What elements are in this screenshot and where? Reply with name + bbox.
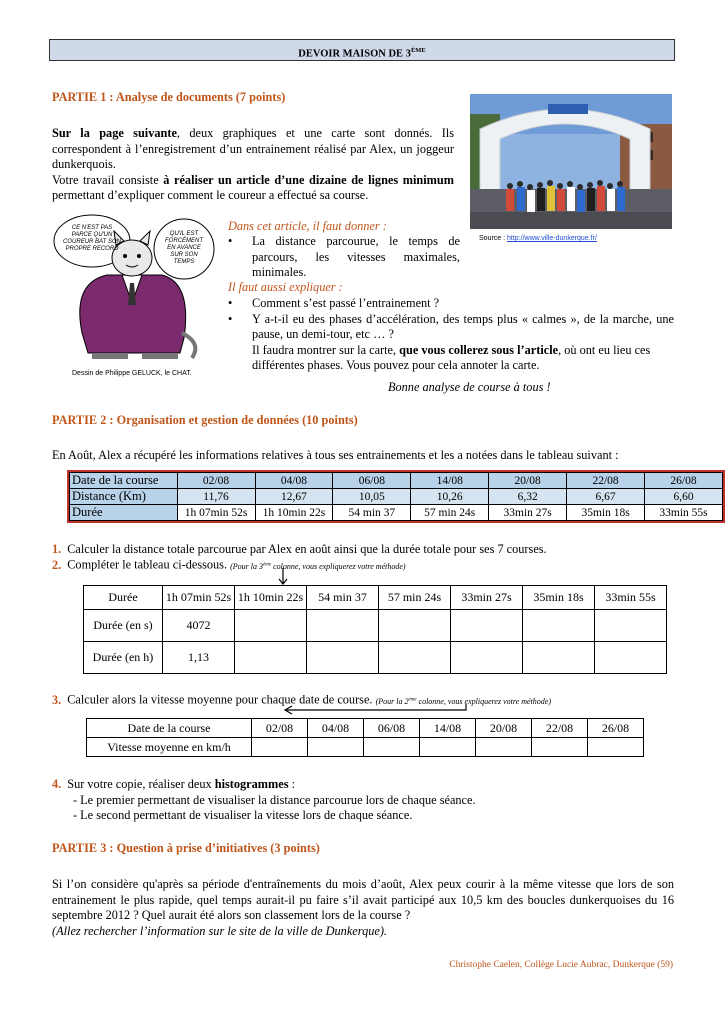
table-cell: 06/08 [364,719,420,738]
duree-table-wrapper [83,585,667,674]
expl-item-2 [228,312,674,343]
bonne-analyse: Bonne analyse de course à tous ! [388,380,551,394]
table-row [84,610,667,642]
table-cell: 1h 07min 52s [163,586,235,610]
table-row [87,738,644,757]
table-cell [252,738,308,757]
q2-number: 2. [52,557,62,572]
table-cell: 20/08 [476,719,532,738]
table-cell: 06/08 [333,473,411,489]
partie3-title: PARTIE 3 : Question à prise d’initiatives (3 points) [52,841,320,855]
table-cell: 02/08 [252,719,308,738]
bullet-icon: • [228,234,233,248]
q2-note-b: colonne, vous expliquerez votre méthode) [271,561,406,571]
table-cell [523,610,595,642]
data-table-wrapper [67,470,725,523]
table-row [87,719,644,738]
q3-note-a: (Pour la 2 [375,696,409,706]
p2-a: Votre travail consiste [52,172,164,187]
source-link[interactable]: http://www.ville-dunkerque.fr/ [507,235,597,242]
expl-item-2-text: Y a-t-il eu des phases d’accélération, des temps plus « calmes », de la marche, une pause, un demi-tour, etc … ? [252,311,674,341]
partie1-paragraph [52,126,454,204]
duree-table [83,585,667,674]
expliquer-title: Il faut aussi expliquer : [228,280,343,294]
table-cell: 33min 55s [645,505,723,521]
arrow-down-icon [276,568,290,586]
row-label: Vitesse moyenne en km/h [87,738,252,757]
row-label: Distance (Km) [70,489,178,505]
page-footer: Christophe Caelen, Collège Lucie Aubrac, Dunkerque (59) [449,960,673,970]
carte-b: , où ont eu lieu ces différentes phases. Vous pouvez pour cela annoter la carte. [252,342,651,372]
row-label: Durée [70,505,178,521]
table-cell [451,642,523,674]
table-cell [379,642,451,674]
bubble-right: QU'IL EST FORCÉMENT EN AVANCE SUR SON TEMPS [165,231,203,265]
table-cell [307,642,379,674]
table-cell: 26/08 [645,473,723,489]
table-cell: 54 min 37 [333,505,411,521]
table-cell: 35min 18s [523,586,595,610]
q3-note-sup: ème [408,697,417,702]
table-cell: 04/08 [255,473,333,489]
p2-b: permettant d’expliquer comment le coureur a effectué sa course. [52,188,369,202]
question-1 [52,542,547,558]
table-row [84,642,667,674]
table-row [70,473,723,489]
q2-text: Compléter le tableau ci-dessous. [67,557,228,572]
header-title: DEVOIR MAISON DE 3 [298,48,411,60]
partie2-intro: En Août, Alex a récupéré les informations relatives à tous ses entrainements et les a notées dans le tableau suivant : [52,448,619,462]
q3-text: Calculer alors la vitesse moyenne pour chaque date de course. [67,692,373,707]
table-cell: 22/08 [567,473,645,489]
table-cell: 26/08 [588,719,644,738]
carte-text [228,343,674,374]
table-cell: 12,67 [255,489,333,505]
table-cell [476,738,532,757]
table-row [70,505,723,521]
table-cell [595,642,667,674]
q3-note-b: colonne, vous expliquerez votre méthode) [416,696,552,706]
table-cell: 11,76 [177,489,255,505]
q1-text: Calculer la distance totale parcourue par Alex en août ainsi que la durée totale pour ses 7 courses. [67,542,547,556]
table-cell: 02/08 [177,473,255,489]
q4-b: : [288,777,296,791]
p2-bold: à réaliser un article d’une dizaine de lignes minimum [163,172,454,187]
partie1-title: PARTIE 1 : Analyse de documents (7 points) [52,90,286,104]
page-header [49,39,675,61]
bubble-left: CE N'EST PAS PARCE QU'UN COUREUR BAT SON PROPRE RECORD [63,225,121,252]
bullet-icon: • [228,296,233,310]
table-cell: 04/08 [308,719,364,738]
table-cell [595,610,667,642]
q2-note-sup: ème [263,562,272,567]
table-cell: 1h 07min 52s [177,505,255,521]
table-cell: 54 min 37 [307,586,379,610]
carte-a: Il faudra montrer sur la carte, [252,342,400,357]
table-cell: 33min 55s [595,586,667,610]
expl-item-1 [228,296,674,312]
data-table [69,472,723,521]
donner-title: Dans cet article, il faut donner : [228,219,387,233]
partie3-text [52,877,674,939]
q4-line-2: - Le second permettant de visualiser la vitesse lors de chaque séance. [73,808,413,822]
table-cell [235,610,307,642]
expl-item-1-text: Comment s’est passé l’entrainement ? [252,296,440,310]
table-cell: 20/08 [489,473,567,489]
q2-note [230,562,405,571]
table-cell: 10,26 [411,489,489,505]
question-2 [52,557,406,574]
table-cell: 6,67 [567,489,645,505]
table-cell: 4072 [163,610,235,642]
q4-line-1: - Le premier permettant de visualiser la distance parcourue lors de chaque séance. [73,793,476,807]
partie3-italic: (Allez rechercher l’information sur le site de la ville de Dunkerque). [52,923,387,938]
table-cell [588,738,644,757]
q2-note-a: (Pour la 3 [230,561,264,571]
row-label: Durée (en s) [84,610,163,642]
row-label: Date de la course [87,719,252,738]
donner-item: La distance parcourue, le temps de parcours, les vitesses maximales, minimales. [252,234,460,279]
q4-bold: histogrammes [214,777,289,791]
table-cell: 57 min 24s [411,505,489,521]
table-cell: 57 min 24s [379,586,451,610]
table-cell: 14/08 [411,473,489,489]
table-cell: 22/08 [532,719,588,738]
row-label: Durée [84,586,163,610]
expliquer-list [228,296,674,374]
table-cell [451,610,523,642]
table-cell: 6,32 [489,489,567,505]
vitesse-table [86,718,644,757]
table-cell: 1,13 [163,642,235,674]
cartoon-caption: Dessin de Philippe GELUCK, le CHAT. [72,370,192,377]
table-cell: 6,60 [645,489,723,505]
table-cell [235,642,307,674]
carte-bold: que vous collerez sous l’article [399,342,559,357]
row-label: Durée (en h) [84,642,163,674]
source-label: Source : [479,235,508,242]
table-cell [308,738,364,757]
table-cell [364,738,420,757]
table-row [84,586,667,610]
table-cell: 35min 18s [567,505,645,521]
bullet-icon: • [228,311,233,326]
table-cell [420,738,476,757]
vitesse-table-wrapper [86,718,644,757]
marathon-photo-drawing [470,94,672,229]
q3-number: 3. [52,692,62,707]
cat-cartoon [52,213,222,363]
partie2-title: PARTIE 2 : Organisation et gestion de données (10 points) [52,413,358,427]
table-cell: 33min 27s [451,586,523,610]
p1-bold: Sur la page suivante [52,126,177,140]
table-cell: 14/08 [420,719,476,738]
question-4 [52,777,295,793]
table-cell: 33min 27s [489,505,567,521]
table-cell [532,738,588,757]
table-cell [379,610,451,642]
table-cell: 1h 10min 22s [235,586,307,610]
photo-source [479,235,597,242]
marathon-photo [470,94,672,229]
partie3-body: Si l’on considère qu'après sa période d'entraînements du mois d’août, Alex peux courir à la même vitesse que lors de son entrainement le plus rapide, quel temps aurait-il pu faire s’il avait participé aux 10,5 km des boucles dunkerquoises du 16 septembre 2012 ? Quel aurait été alors son classement lors de la course ? [52,877,674,922]
table-cell: 1h 10min 22s [255,505,333,521]
table-row [70,489,723,505]
table-cell [523,642,595,674]
donner-list [228,234,460,281]
q4-a: Sur votre copie, réaliser deux [67,777,215,791]
header-title-sup: ÈME [410,47,426,54]
table-cell: 10,05 [333,489,411,505]
q1-number: 1. [52,542,62,556]
table-cell [307,610,379,642]
row-label: Date de la course [70,473,178,489]
q4-number: 4. [52,777,62,791]
p1-rest: , deux graphiques et une carte sont donnés. Ils correspondent à l’enregistrement d’un entrainement réalisé par Alex, un joggeur dunkerquois. [52,126,454,171]
